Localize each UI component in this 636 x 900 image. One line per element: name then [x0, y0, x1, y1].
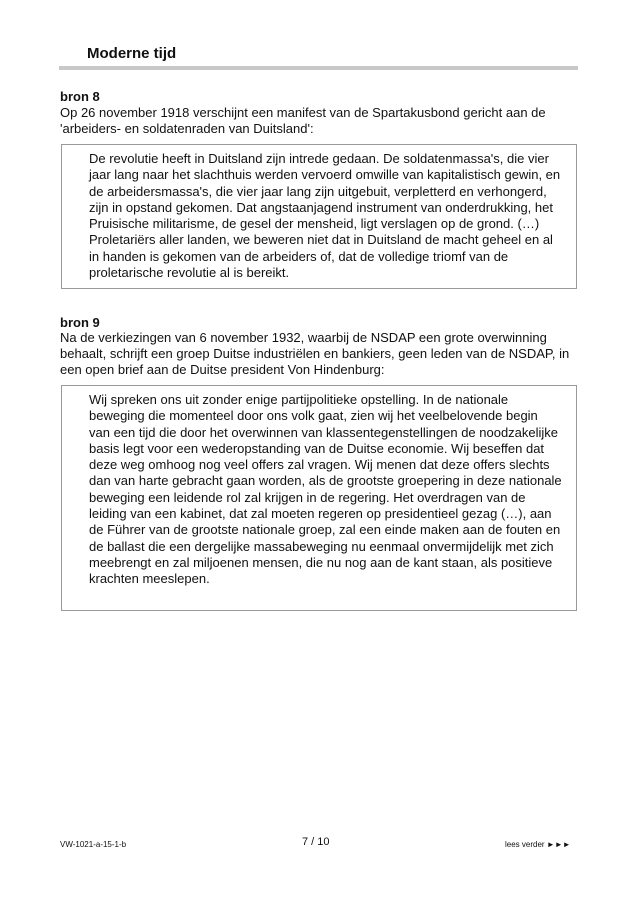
source-9-label: bron 9: [60, 315, 100, 330]
source-8-label: bron 8: [60, 89, 100, 104]
source-8-quote: De revolutie heeft in Duitsland zijn intrede gedaan. De soldatenmassa's, die vier jaar lang naar het slachthuis werden vervoerd omwille van kapitalistisch gewin, en de arbeidersmassa's, die vier jaar lang zijn uitgebuit, verpletterd en verhongerd, zijn in opstand gekomen. Dat angstaanjagend instrument van onderdrukking, het Pruisische militarisme, de gesel der mensheid, ligt verslagen op de grond. (…) Proletariërs aller landen, we beweren niet dat in Duitsland de macht geheel en al in handen is gekomen van de arbeiders of, dat de volledige triomf van de proletarische revolutie al is bereikt.: [61, 144, 577, 289]
header-divider: [59, 66, 578, 70]
source-8-intro: Op 26 november 1918 verschijnt een manifest van de Spartakusbond gericht aan de 'arbeiders- en soldatenraden van Duitsland':: [60, 105, 546, 136]
exam-code: VW-1021-a-15-1-b: [60, 840, 127, 849]
continue-note: lees verder ►►►: [505, 840, 571, 849]
source-9-quote: Wij spreken ons uit zonder enige partijpolitieke opstelling. In de nationale beweging die momenteel door ons volk gaat, zien wij het veelbelovende begin van een tijd die door het overwinnen van klassentegenstellingen de noodzakelijke basis legt voor een wederopstanding van de Duitse economie. Wij beseffen dat deze weg omhoog nog veel offers zal vragen. Wij menen dat deze offers slechts dan van harte gebracht gaan worden, als de grootste groepering in deze nationale beweging een leidende rol zal krijgen in de regering. Het overdragen van de leiding van een kabinet, dat zal moeten regeren op presidentieel gezag (…), aan de Führer van de grootste nationale groep, zal een einde maken aan de fouten en de ballast die een dergelijke massabeweging nu eenmaal onvermijdelijk met zich meebrengt en zal miljoenen mensen, die nu nog aan de kant staan, als positieve krachten meeslepen.: [61, 385, 577, 611]
page-number: 7 / 10: [302, 836, 330, 848]
source-9-intro: Na de verkiezingen van 6 november 1932, waarbij de NSDAP een grote overwinning behaalt, schrijft een groep Duitse industriëlen en bankiers, geen leden van de NSDAP, in een open brief aan de Duitse president Von Hindenburg:: [60, 330, 570, 377]
page-title: Moderne tijd: [87, 45, 177, 62]
